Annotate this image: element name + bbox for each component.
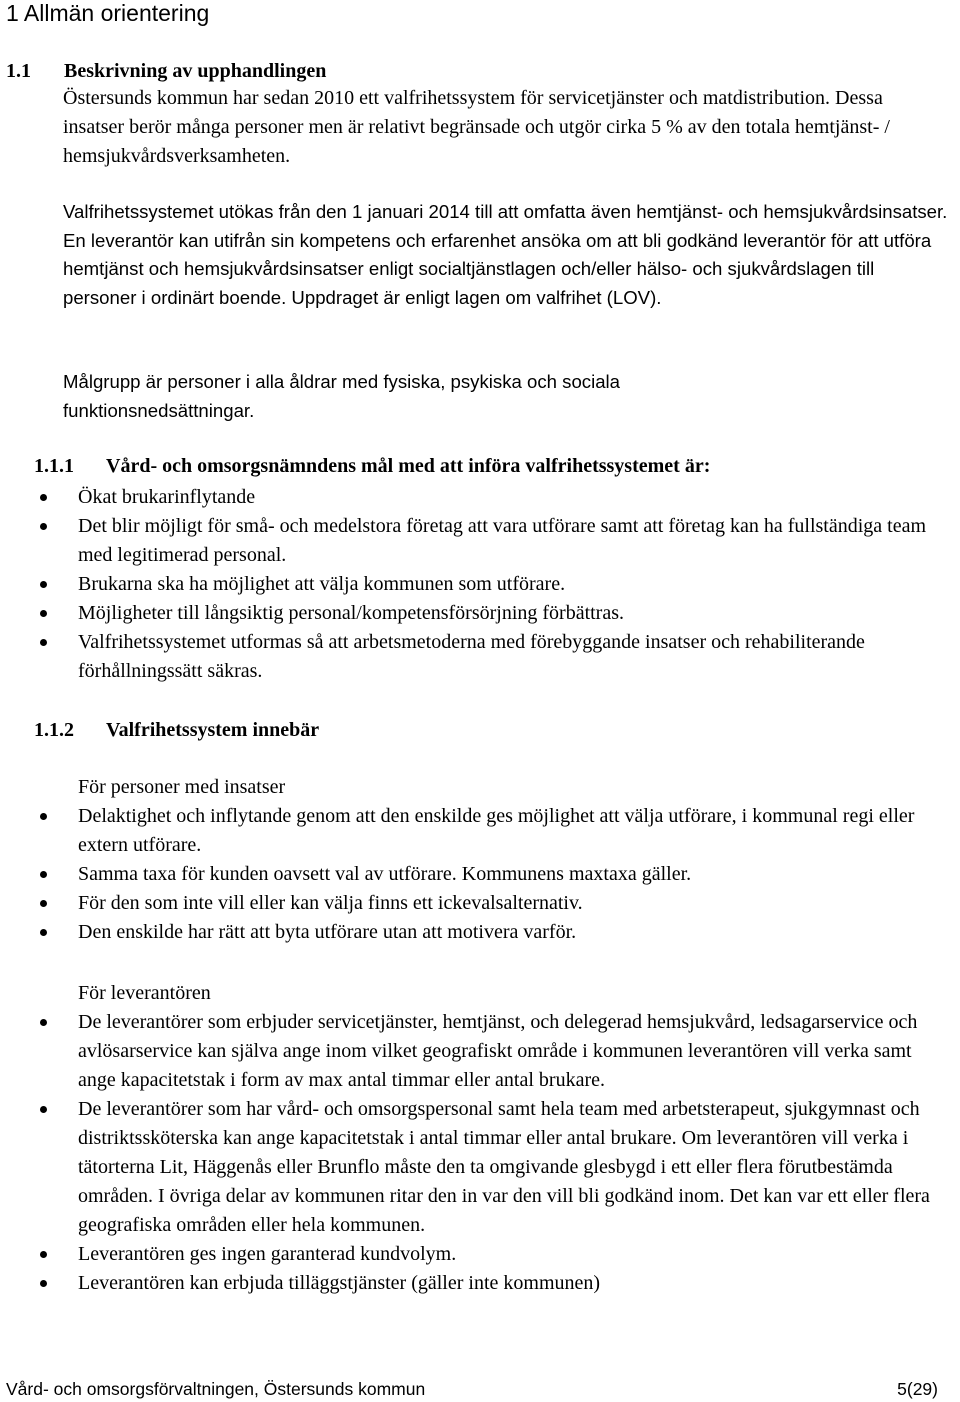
- section-number: 1.1.1: [34, 455, 74, 477]
- group-title-supplier: För leverantören: [78, 982, 211, 1004]
- bullet-icon: [40, 929, 47, 936]
- list-item: Ökat brukarinflytande: [0, 483, 960, 512]
- footer-organization: Vård- och omsorgsförvaltningen, Östersunds kommun: [6, 1379, 426, 1399]
- list-item: Det blir möjligt för små- och medelstora företag att vara utförare samt att företag kan ha fullständiga team med legitimerad personal.: [0, 512, 960, 570]
- persons-list: [0, 802, 960, 947]
- goals-list: [0, 483, 960, 686]
- list-item: Brukarna ska ha möjlighet att välja kommunen som utförare.: [0, 570, 960, 599]
- page-number: 5(29): [897, 1379, 938, 1399]
- section-title: Beskrivning av upphandlingen: [64, 60, 327, 82]
- bullet-icon: [40, 1280, 47, 1287]
- bullet-icon: [40, 581, 47, 588]
- bullet-icon: [40, 494, 47, 501]
- bullet-icon: [40, 1251, 47, 1258]
- list-item: För den som inte vill eller kan välja finns ett ickevalsalternativ.: [0, 889, 960, 918]
- bullet-icon: [40, 1019, 47, 1026]
- section-heading-1-1-1: [34, 452, 710, 481]
- list-item: Samma taxa för kunden oavsett val av utförare. Kommunens maxtaxa gäller.: [0, 860, 960, 889]
- section-title: Valfrihetssystem innebär: [106, 719, 320, 741]
- list-item: Den enskilde har rätt att byta utförare utan att motivera varför.: [0, 918, 960, 947]
- list-item: Valfrihetssystemet utformas så att arbetsmetoderna med förebyggande insatser och rehabiliterande förhållningssätt säkras.: [0, 628, 960, 686]
- list-item: Leverantören ges ingen garanterad kundvolym.: [0, 1240, 960, 1269]
- list-item: De leverantörer som har vård- och omsorgspersonal samt hela team med arbetsterapeut, sjukgymnast och distriktssköterska kan ange kapacitetstak i antal timmar eller antal brukare. Om leverantören vill verka i tätorterna Lit, Häggenås eller Brunflo måste den ta omgivande glesbygd i ett eller flera förutbestämda områden. I övriga delar av kommunen ritar den in var den vill bli godkänd inom. Det kan var ett eller flera geografiska områden eller hela kommunen.: [0, 1095, 960, 1240]
- bullet-icon: [40, 639, 47, 646]
- target-group-paragraph: Målgrupp är personer i alla åldrar med fysiska, psykiska och sociala funktionsnedsättningar.: [63, 371, 621, 421]
- bullet-icon: [40, 523, 47, 530]
- supplier-list: [0, 1008, 960, 1298]
- section-heading-1-1: [6, 57, 326, 86]
- expansion-paragraph: Valfrihetssystemet utökas från den 1 januari 2014 till att omfatta även hemtjänst- och hemsjukvårdsinsatser. En leverantör kan utifrån sin kompetens och erfarenhet ansöka om att bli godkänd leverantör för att utföra hemtjänst och hemsjukvårdsinsatser enligt socialtjänstlagen och/eller hälso- och sjukvårdslagen till personer i ordinärt boende. Uppdraget är enligt lagen om valfrihet (LOV).: [63, 201, 948, 309]
- section-heading-1-1-2: [34, 716, 319, 745]
- chapter-heading: 1 Allmän orientering: [6, 0, 210, 26]
- section-title: Vård- och omsorgsnämndens mål med att införa valfrihetssystemet är:: [106, 455, 711, 477]
- list-item: Delaktighet och inflytande genom att den enskilde ges möjlighet att välja utförare, i kommunal regi eller extern utförare.: [0, 802, 960, 860]
- list-item: De leverantörer som erbjuder servicetjänster, hemtjänst, och delegerad hemsjukvård, ledsagarservice och avlösarservice kan själva ange inom vilket geografiskt område i kommunen leverantören vill verka samt ange kapacitetstak i form av max antal timmar eller antal brukare.: [0, 1008, 960, 1095]
- bullet-icon: [40, 900, 47, 907]
- bullet-icon: [40, 813, 47, 820]
- bullet-icon: [40, 610, 47, 617]
- list-item: Möjligheter till långsiktig personal/kompetensförsörjning förbättras.: [0, 599, 960, 628]
- group-title-persons: För personer med insatser: [78, 776, 286, 798]
- bullet-icon: [40, 871, 47, 878]
- intro-paragraph: Östersunds kommun har sedan 2010 ett valfrihetssystem för servicetjänster och matdistribution. Dessa insatser berör många personer men är relativt begränsade och utgör cirka 5 % av den totala hemtjänst- / hemsjukvårdsverksamheten.: [63, 87, 890, 167]
- section-number: 1.1: [6, 60, 31, 82]
- page-footer: [6, 1376, 938, 1402]
- list-item: Leverantören kan erbjuda tilläggstjänster (gäller inte kommunen): [0, 1269, 960, 1298]
- section-number: 1.1.2: [34, 719, 74, 741]
- bullet-icon: [40, 1106, 47, 1113]
